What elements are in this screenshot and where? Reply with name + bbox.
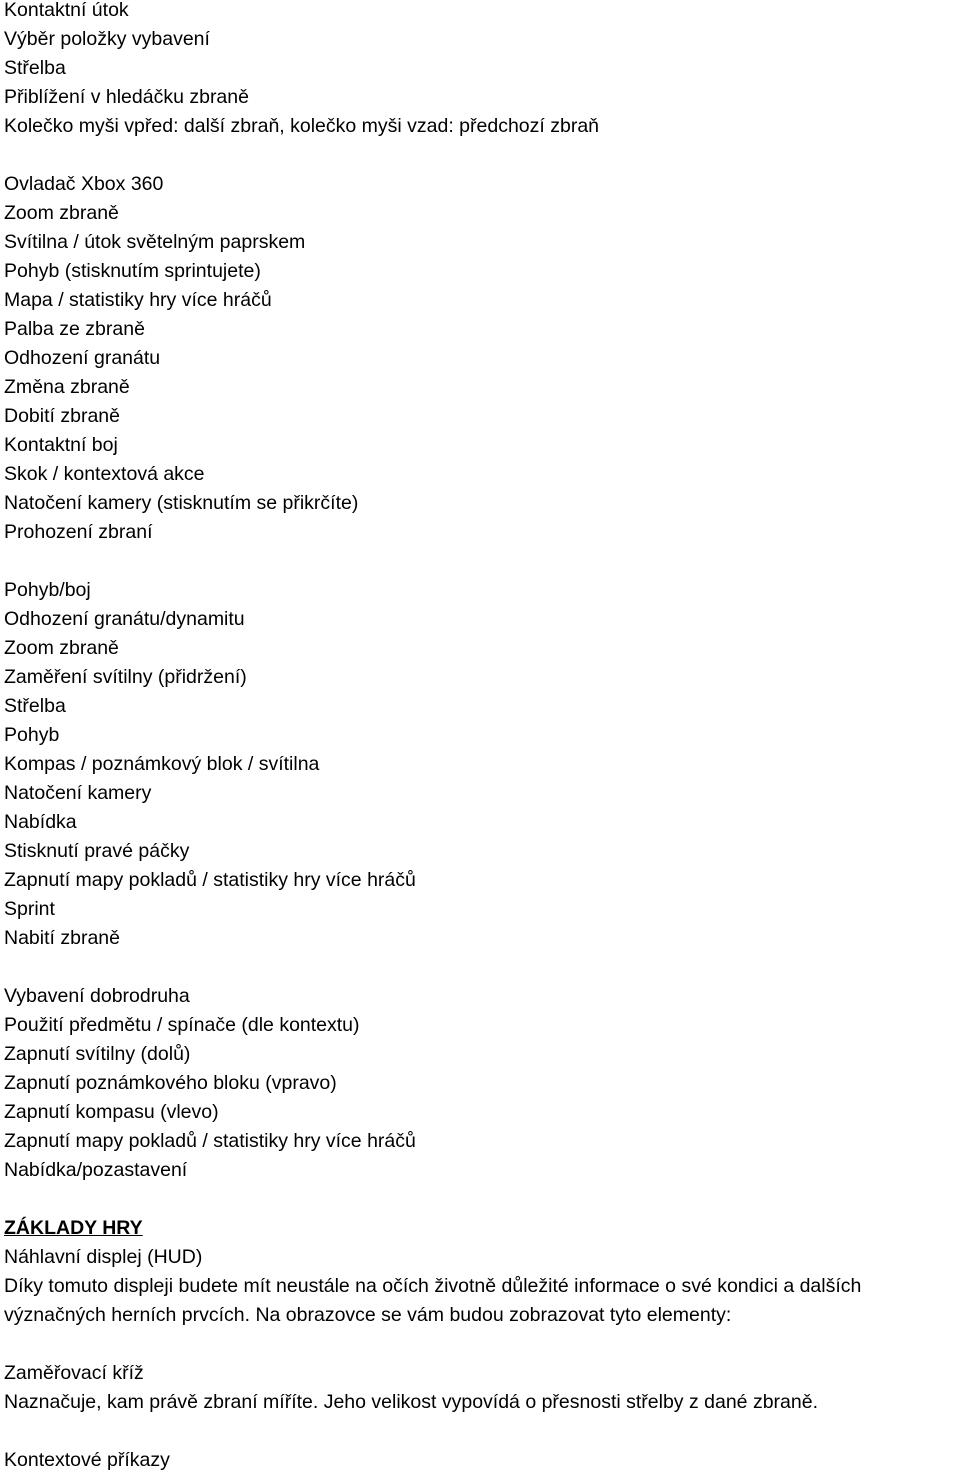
- other-controls-list: [4, 576, 960, 953]
- list-item: Skok / kontextová akce: [4, 463, 205, 485]
- section-heading: ZÁKLADY HRY: [4, 1217, 143, 1239]
- list-item: Střelba: [4, 57, 66, 79]
- list-item: Zoom zbraně: [4, 637, 119, 659]
- list-item: Kompas / poznámkový blok / svítilna: [4, 753, 320, 775]
- list-item: Nabití zbraně: [4, 927, 120, 949]
- equipment-controls-list: [4, 982, 960, 1185]
- list-item: Stisknutí pravé páčky: [4, 840, 190, 862]
- list-item: Výběr položky vybavení: [4, 28, 210, 50]
- list-item: Zapnutí kompasu (vlevo): [4, 1101, 219, 1123]
- list-item: Nabídka: [4, 811, 77, 833]
- list-item: Mapa / statistiky hry více hráčů: [4, 289, 272, 311]
- list-item: Zapnutí mapy pokladů / statistiky hry více hráčů: [4, 869, 416, 891]
- list-item: Přiblížení v hledáčku zbraně: [4, 86, 249, 108]
- list-item: Svítilna / útok světelným paprskem: [4, 231, 306, 253]
- spacer: [4, 547, 960, 576]
- list-item: Natočení kamery: [4, 782, 152, 804]
- list-item: Palba ze zbraně: [4, 318, 145, 340]
- list-item: Vybavení dobrodruha: [4, 985, 190, 1007]
- list-item: Ovladač Xbox 360: [4, 173, 164, 195]
- pc-controls-list: [4, 0, 960, 141]
- list-item: Kontaktní boj: [4, 434, 118, 456]
- spacer: [4, 953, 960, 982]
- xbox-controls-list: [4, 170, 960, 547]
- document-page: [4, 0, 960, 1475]
- list-item: Odhození granátu: [4, 347, 161, 369]
- list-item: Změna zbraně: [4, 376, 130, 398]
- list-item: Sprint: [4, 898, 55, 920]
- hud-title: Náhlavní displej (HUD): [4, 1246, 203, 1268]
- list-item: Odhození granátu/dynamitu: [4, 608, 245, 630]
- spacer: [4, 1417, 960, 1446]
- crosshair-title: Zaměřovací kříž: [4, 1362, 144, 1384]
- list-item: Pohyb: [4, 724, 60, 746]
- list-item: Použití předmětu / spínače (dle kontextu): [4, 1014, 360, 1036]
- hud-description: Díky tomuto displeji budete mít neustále na očích životně důležité informace o své kondici a dalších význačných herních prvcích. Na obrazovce se vám budou zobrazovat tyto elementy:: [4, 1275, 862, 1326]
- list-item: Zaměření svítilny (přidržení): [4, 666, 247, 688]
- list-item: Zapnutí svítilny (dolů): [4, 1043, 191, 1065]
- list-item: Nabídka/pozastavení: [4, 1159, 188, 1181]
- spacer: [4, 1185, 960, 1214]
- list-item: Natočení kamery (stisknutím se přikrčíte): [4, 492, 359, 514]
- context-commands-title: Kontextové příkazy: [4, 1449, 170, 1471]
- list-item: Kolečko myši vpřed: další zbraň, kolečko myši vzad: předchozí zbraň: [4, 115, 600, 137]
- list-item: Zapnutí mapy pokladů / statistiky hry více hráčů: [4, 1130, 416, 1152]
- list-item: Kontaktní útok: [4, 0, 129, 21]
- list-item: Prohození zbraní: [4, 521, 153, 543]
- list-item: Dobití zbraně: [4, 405, 120, 427]
- crosshair-description: Naznačuje, kam právě zbraní míříte. Jeho velikost vypovídá o přesnosti střelby z dané zbraně.: [4, 1391, 818, 1413]
- spacer: [4, 141, 960, 170]
- list-item: Zoom zbraně: [4, 202, 119, 224]
- basics-section: [4, 1214, 960, 1475]
- list-item: Pohyb/boj: [4, 579, 91, 601]
- spacer: [4, 1330, 960, 1359]
- list-item: Pohyb (stisknutím sprintujete): [4, 260, 261, 282]
- list-item: Zapnutí poznámkového bloku (vpravo): [4, 1072, 337, 1094]
- list-item: Střelba: [4, 695, 66, 717]
